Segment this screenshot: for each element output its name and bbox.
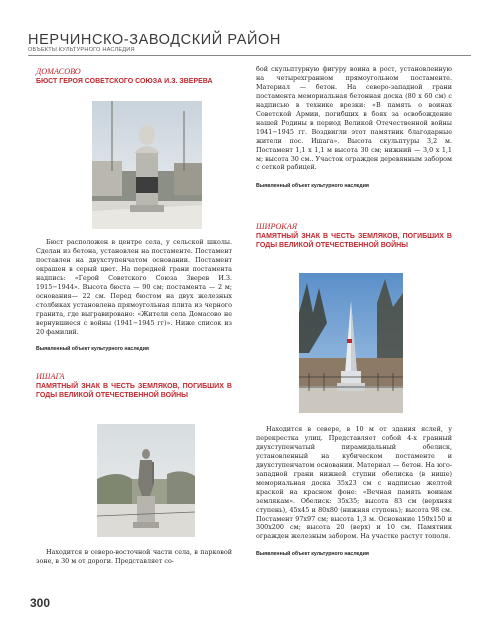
place-name-shirokaya: ШИРОКАЯ — [256, 222, 298, 231]
status-note-ishaga: Выявленный объект культурного наследия — [256, 183, 369, 190]
paragraph-ishaga-start: Находится в северо-восточной части села, в парковой зоне, в 30 м от дороги. Представляет со- — [36, 548, 232, 565]
photo-soldier-statue — [97, 424, 195, 537]
heading-domasovo: БЮСТ ГЕРОЯ СОВЕТСКОГО СОЮЗА И.З. ЗВЕРЕВА — [36, 78, 213, 85]
place-name-ishaga: ИШАГА — [36, 372, 65, 381]
heading-ishaga: ПАМЯТНЫЙ ЗНАК В ЧЕСТЬ ЗЕМЛЯКОВ, ПОГИБШИХ В ГОДЫ ВЕЛИКОЙ ОТЕЧЕСТВЕННОЙ ВОЙНЫ — [36, 383, 232, 399]
heading-shirokaya: ПАМЯТНЫЙ ЗНАК В ЧЕСТЬ ЗЕМЛЯКОВ, ПОГИБШИХ В ГОДЫ ВЕЛИКОЙ ОТЕЧЕСТВЕННОЙ ВОЙНЫ — [256, 233, 452, 249]
page-number: 300 — [30, 596, 51, 610]
body-text-ishaga-continued — [256, 65, 452, 191]
page-running-subtitle: ОБЪЕКТЫ КУЛЬТУРНОГО НАСЛЕДИЯ — [28, 47, 135, 53]
section-ishaga-header — [36, 372, 232, 400]
photo-bust-monument — [92, 101, 202, 229]
status-note-domasovo: Выявленный объект культурного наследия — [36, 346, 149, 353]
paragraph-shirokaya: Находится в севере, в 10 м от здания яслей, у перекрестка улиц. Представляет собой 4-х гранный двухступенчатый пирамидальный обелиск, установленный на кубическом постаменте и двухступенчатом основании. Материал — бетон. На юго-западной грани нижней ступни обелиска (в нише) мемориальная доска 35х23 см с надписью желтой краской на красном фоне: «Вечная память воинам землякам». Обелиск: 35х35; высота 83 см (верхняя ступень), 45х45 и 80х80 (нижняя ступень); высота 98 см. Постамент 97х97 см; высота 1,3 м. Основание 150х150 и 300х200 см; высота 20 (верх) и 10 см. Памятник огражден железным забором. На участке растут тополя. — [256, 425, 452, 541]
body-text-ishaga-start — [36, 548, 232, 566]
section-shirokaya-header — [256, 222, 452, 250]
header-divider — [28, 55, 471, 56]
photo-obelisk-monument — [299, 273, 403, 413]
status-note-shirokaya: Выявленный объект культурного наследия — [256, 551, 369, 558]
paragraph-domasovo: Бюст расположен в центре села, у сельской школы. Сделан из бетона, установлен на постаменте. Постамент поставлен на двухступенчатом основании. Постамент окрашен в серый цвет. На передней грани постамента надпись: «Герой Советского Союза Зверев И.З. 1915−1944». Высота бюста — 90 см; постамента — 2 м; основания— 22 см. Перед бюстом на двух железных столбиках установлена прямоугольная плита из черного гранита, где выгравировано: «Жители села Домасово не вернувшиеся с войны (1941−1945 гг)». Ниже список из 20 фамилий. — [36, 238, 232, 336]
place-name-domasovo: ДОМАСОВО — [36, 67, 81, 76]
body-text-domasovo — [36, 238, 232, 354]
paragraph-ishaga-continued: бой скульптурную фигуру воина в рост, установленную на четырехгранном прямоугольном постаменте. Материал — бетон. На северо-западной грани постамента мемориальная бетонная доска (80 х 60 см) с надписью в технике врезки: «В память о воинах Советской Армии, погибших в боях за освобождение нашей Родины в период Великой Отечественной войны 1941−1945 гг. Воздвигли этот памятник благодарные жители пос. Ишага». Высота скульптуры 3,2 м. Постамент 1,1 х 1,1 м высота 30 см; нижний — 3,0 х 1,1 м; высота 30 см.. Участок огражден деревянным забором с сеткой рабицей. — [256, 65, 452, 172]
page-running-title: НЕРЧИНСКО-ЗАВОДСКИЙ РАЙОН — [28, 32, 281, 48]
body-text-shirokaya — [256, 425, 452, 559]
section-domasovo-header — [36, 67, 232, 87]
